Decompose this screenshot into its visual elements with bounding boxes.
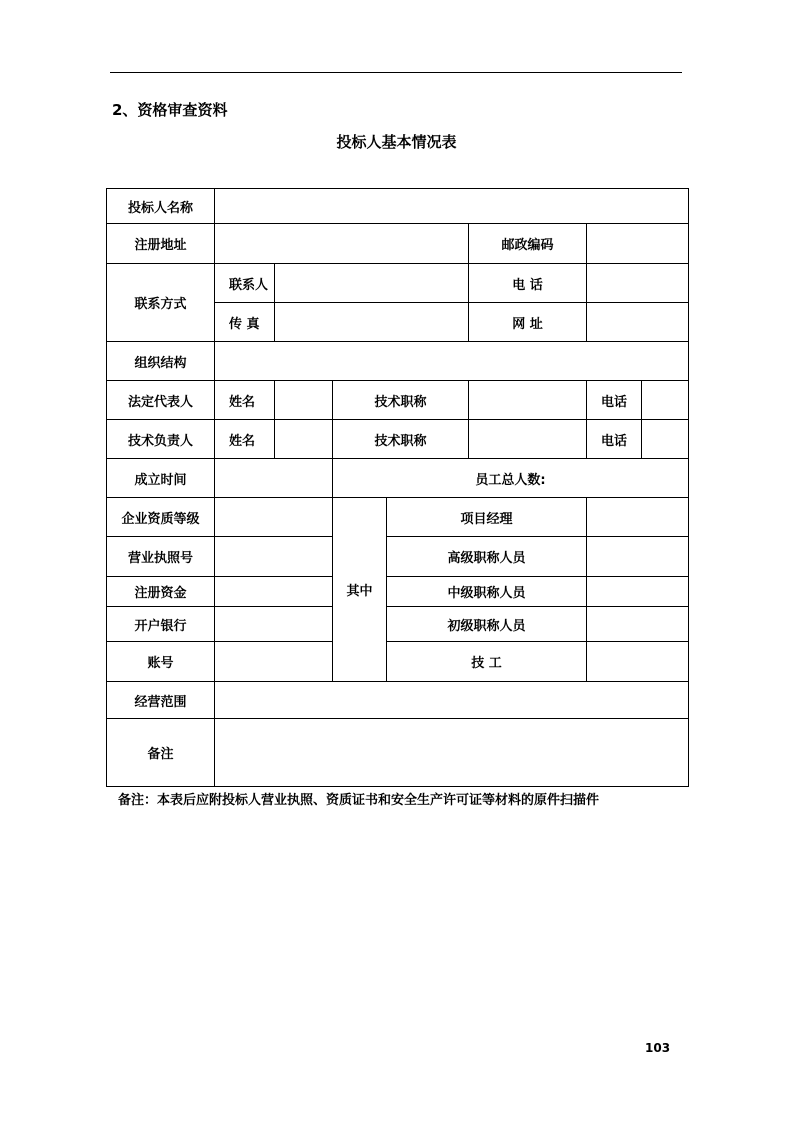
tech-lead-title-label: 技术职称 <box>333 420 469 459</box>
pm-label: 项目经理 <box>387 498 587 537</box>
capital-field[interactable] <box>215 577 333 607</box>
bidder-name-field[interactable] <box>215 189 689 224</box>
founded-field[interactable] <box>215 459 333 498</box>
contact-person-field[interactable] <box>275 264 469 303</box>
registered-address-field[interactable] <box>215 224 469 264</box>
bank-label: 开户银行 <box>107 607 215 642</box>
mid-field[interactable] <box>587 577 689 607</box>
technician-label: 技 工 <box>387 642 587 682</box>
phone-field[interactable] <box>587 264 689 303</box>
legal-rep-name-field[interactable] <box>275 381 333 420</box>
account-label: 账号 <box>107 642 215 682</box>
license-label: 营业执照号 <box>107 537 215 577</box>
tech-lead-title-field[interactable] <box>469 420 587 459</box>
founded-label: 成立时间 <box>107 459 215 498</box>
capital-label: 注册资金 <box>107 577 215 607</box>
bidder-name-label: 投标人名称 <box>107 189 215 224</box>
org-structure-label: 组织结构 <box>107 342 215 381</box>
bidder-info-table <box>106 188 688 787</box>
qualification-field[interactable] <box>215 498 333 537</box>
footnote: 备注：本表后应附投标人营业执照、资质证书和安全生产许可证等材料的原件扫描件 <box>118 793 600 808</box>
legal-rep-label: 法定代表人 <box>107 381 215 420</box>
senior-field[interactable] <box>587 537 689 577</box>
table-title: 投标人基本情况表 <box>336 133 457 151</box>
legal-rep-phone-label: 电话 <box>587 381 642 420</box>
postal-code-label: 邮政编码 <box>469 224 587 264</box>
qualification-label: 企业资质等级 <box>107 498 215 537</box>
fax-label: 传 真 <box>215 303 275 342</box>
registered-address-label: 注册地址 <box>107 224 215 264</box>
tech-lead-phone-label: 电话 <box>587 420 642 459</box>
junior-label: 初级职称人员 <box>387 607 587 642</box>
header-rule <box>110 72 682 73</box>
license-field[interactable] <box>215 537 333 577</box>
page-number: 103 <box>645 1041 671 1055</box>
tech-lead-label: 技术负责人 <box>107 420 215 459</box>
phone-label: 电 话 <box>469 264 587 303</box>
postal-code-field[interactable] <box>587 224 689 264</box>
business-scope-label: 经营范围 <box>107 682 215 719</box>
mid-label: 中级职称人员 <box>387 577 587 607</box>
senior-label: 高级职称人员 <box>387 537 587 577</box>
account-field[interactable] <box>215 642 333 682</box>
website-label: 网 址 <box>469 303 587 342</box>
of-which-label: 其中 <box>333 498 387 682</box>
technician-field[interactable] <box>587 642 689 682</box>
remarks-label: 备注 <box>107 719 215 787</box>
tech-lead-phone-field[interactable] <box>642 420 689 459</box>
staff-total-label: 员工总人数: <box>333 459 689 498</box>
fax-field[interactable] <box>275 303 469 342</box>
remarks-field[interactable] <box>215 719 689 787</box>
website-field[interactable] <box>587 303 689 342</box>
bank-field[interactable] <box>215 607 333 642</box>
pm-field[interactable] <box>587 498 689 537</box>
tech-lead-name-field[interactable] <box>275 420 333 459</box>
junior-field[interactable] <box>587 607 689 642</box>
contact-person-label: 联系人 <box>215 264 275 303</box>
legal-rep-title-field[interactable] <box>469 381 587 420</box>
legal-rep-title-label: 技术职称 <box>333 381 469 420</box>
contact-method-label: 联系方式 <box>107 264 215 342</box>
business-scope-field[interactable] <box>215 682 689 719</box>
legal-rep-phone-field[interactable] <box>642 381 689 420</box>
org-structure-field[interactable] <box>215 342 689 381</box>
tech-lead-name-label: 姓名 <box>215 420 275 459</box>
section-heading: 2、资格审查资料 <box>112 101 228 119</box>
legal-rep-name-label: 姓名 <box>215 381 275 420</box>
